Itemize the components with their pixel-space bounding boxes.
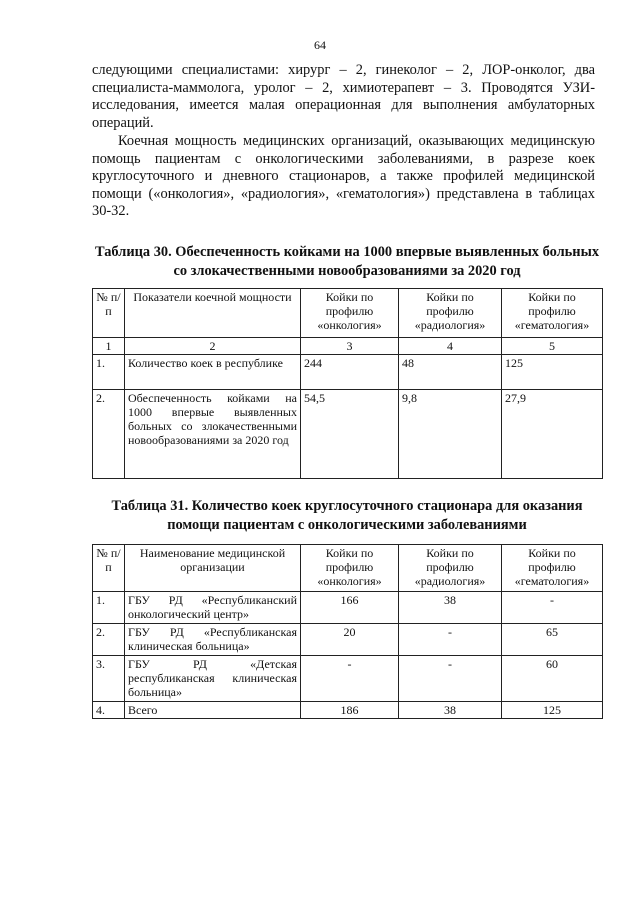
table-row xyxy=(93,656,603,702)
header-cell: № п/п xyxy=(93,545,125,592)
organization-name: ГБУ РД «Детская республиканская клиническая больница» xyxy=(125,656,301,702)
paragraph-specialists: следующими специалистами: хирург – 2, гинеколог – 2, ЛОР-онколог, два специалиста-маммолога, уролог – 2, химиотерапевт – 3. Проводятся УЗИ-исследования, имеется малая операционная для выполнения амбулаторных операций. xyxy=(92,62,595,131)
table-31 xyxy=(92,544,603,719)
column-number: 1 xyxy=(93,338,125,355)
header-cell: Койки по профилю «радиология» xyxy=(399,545,502,592)
hematology-value: 65 xyxy=(502,624,603,656)
radiology-value: 48 xyxy=(399,355,502,390)
radiology-value: 38 xyxy=(399,592,502,624)
table-header-row xyxy=(93,545,603,592)
header-cell: Койки по профилю «гематология» xyxy=(502,545,603,592)
hematology-value: 125 xyxy=(502,702,603,719)
column-number: 4 xyxy=(399,338,502,355)
oncology-value: 54,5 xyxy=(301,390,399,479)
hematology-value: 27,9 xyxy=(502,390,603,479)
page-number: 64 xyxy=(314,38,326,52)
row-number: 1. xyxy=(93,355,125,390)
hematology-value: 125 xyxy=(502,355,603,390)
radiology-value: 38 xyxy=(399,702,502,719)
row-number: 3. xyxy=(93,656,125,702)
organization-name: ГБУ РД «Республиканская клиническая больница» xyxy=(125,624,301,656)
organization-name: ГБУ РД «Республиканский онкологический центр» xyxy=(125,592,301,624)
table-header-row xyxy=(93,289,603,338)
header-cell: Койки по профилю «онкология» xyxy=(301,545,399,592)
table-31-title: Таблица 31. Количество коек круглосуточного стационара для оказания помощи пациентам с онкологическими заболеваниями xyxy=(111,498,583,533)
indicator-name: Количество коек в республике xyxy=(125,355,301,390)
column-number: 5 xyxy=(502,338,603,355)
row-number: 2. xyxy=(93,390,125,479)
table-row xyxy=(93,592,603,624)
table-row-total xyxy=(93,702,603,719)
row-number: 1. xyxy=(93,592,125,624)
radiology-value: 9,8 xyxy=(399,390,502,479)
table-row xyxy=(93,624,603,656)
radiology-value: - xyxy=(399,656,502,702)
organization-name: Всего xyxy=(125,702,301,719)
oncology-value: 186 xyxy=(301,702,399,719)
hematology-value: - xyxy=(502,592,603,624)
header-cell: Койки по профилю «гематология» xyxy=(502,289,603,338)
oncology-value: - xyxy=(301,656,399,702)
indicator-name: Обеспеченность койками на 1000 впервые выявленных больных со злокачественными новообразованиями за 2020 год xyxy=(125,390,301,479)
oncology-value: 166 xyxy=(301,592,399,624)
row-number: 2. xyxy=(93,624,125,656)
hematology-value: 60 xyxy=(502,656,603,702)
header-cell: № п/п xyxy=(93,289,125,338)
header-cell: Наименование медицинской организации xyxy=(125,545,301,592)
header-cell: Койки по профилю «радиология» xyxy=(399,289,502,338)
column-number-row xyxy=(93,338,603,355)
table-row xyxy=(93,390,603,479)
table-30-title: Таблица 30. Обеспеченность койками на 1000 впервые выявленных больных со злокачественными новообразованиями за 2020 год xyxy=(94,244,600,279)
radiology-value: - xyxy=(399,624,502,656)
paragraph-bed-capacity: Коечная мощность медицинских организаций, оказывающих медицинскую помощь пациентам с онкологическими заболеваниями, в разрезе коек круглосуточного и дневного стационаров, а также профилей медицинской помощи («онкология», «радиология», «гематология») представлена в таблицах 30-32. xyxy=(92,133,595,220)
table-row xyxy=(93,355,603,390)
header-cell: Койки по профилю «онкология» xyxy=(301,289,399,338)
oncology-value: 244 xyxy=(301,355,399,390)
row-number: 4. xyxy=(93,702,125,719)
column-number: 2 xyxy=(125,338,301,355)
oncology-value: 20 xyxy=(301,624,399,656)
header-cell: Показатели коечной мощности xyxy=(125,289,301,338)
column-number: 3 xyxy=(301,338,399,355)
table-30 xyxy=(92,288,603,479)
